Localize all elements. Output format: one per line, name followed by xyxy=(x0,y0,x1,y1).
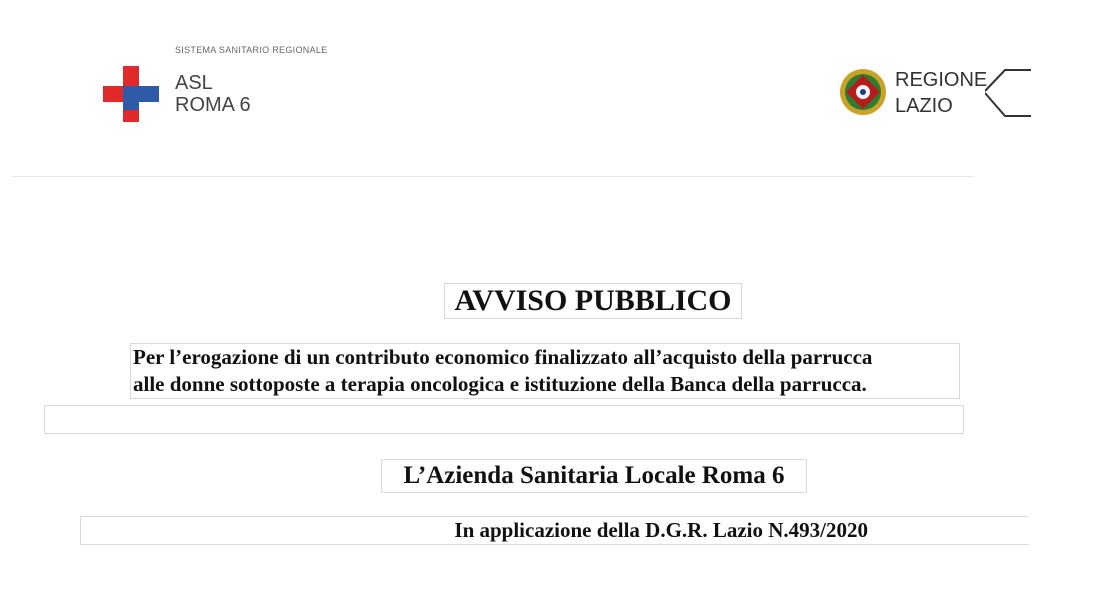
empty-field-box xyxy=(44,405,964,434)
notice-subtitle xyxy=(130,343,960,399)
asl-logo-line1: ASL xyxy=(175,72,213,94)
asl-system-label: SISTEMA SANITARIO REGIONALE xyxy=(175,45,328,55)
regione-logo-line1: REGIONE xyxy=(895,69,988,91)
notice-title: AVVISO PUBBLICO xyxy=(444,283,742,319)
issuer-heading: L’Azienda Sanitaria Locale Roma 6 xyxy=(381,459,807,493)
legal-basis-text: In applicazione della D.G.R. Lazio N.493/2020 xyxy=(454,518,868,542)
regione-logo-line2: LAZIO xyxy=(895,95,953,117)
asl-logo-text xyxy=(175,72,251,116)
notice-subtitle-line2: alle donne sottoposte a terapia oncologica e istituzione della Banca della parrucca. xyxy=(133,372,867,396)
regione-lazio-lines-icon xyxy=(985,66,1035,121)
asl-logo-line2: ROMA 6 xyxy=(175,94,251,116)
notice-subtitle-line1: Per l’erogazione di un contributo economico finalizzato all’acquisto della parrucca xyxy=(133,345,873,369)
header-divider xyxy=(12,176,974,177)
regione-lazio-emblem-icon xyxy=(838,67,888,117)
asl-cross-icon xyxy=(103,66,159,122)
regione-lazio-text xyxy=(895,67,987,119)
